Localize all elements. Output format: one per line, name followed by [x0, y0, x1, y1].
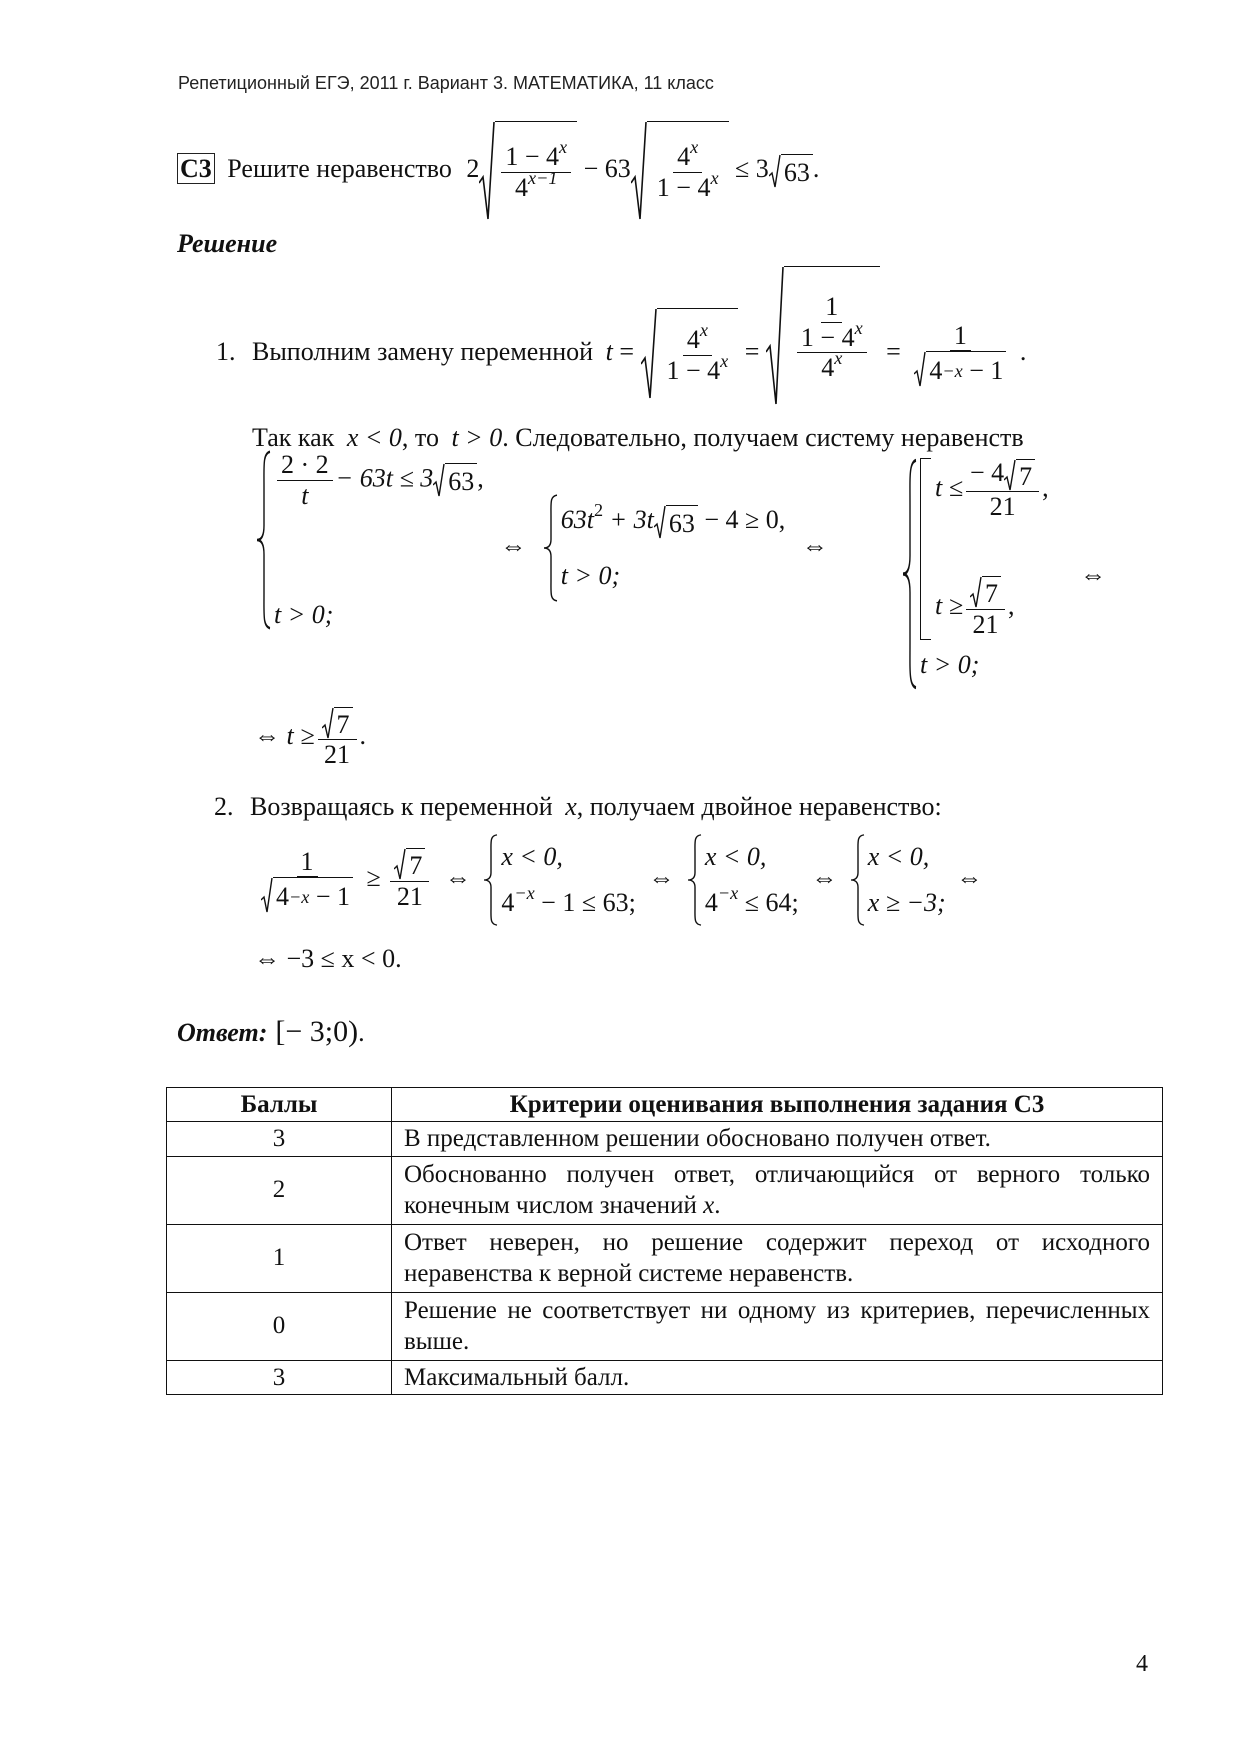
task-statement: [177, 121, 819, 221]
result-2: ⇔ −3 ≤ x < 0.: [254, 944, 402, 973]
system-2: $63t^2 + 3t$ 63 − 4 ≥ 0, t > 0;: [543, 494, 786, 602]
criteria-table: [166, 1087, 1163, 1395]
table-row: 3 Максимальный балл.: [167, 1360, 1163, 1394]
step-2: 2. Возвращаясь к переменной x, получаем двойное неравенство:: [214, 792, 942, 821]
table-row: 2 Обоснованно получен ответ, отличающийся от верного только конечным числом значений x.: [167, 1156, 1163, 1224]
result-1: ⇔ t ≥ $\frac{7}{21}$ .: [254, 706, 366, 770]
radical: [479, 121, 577, 221]
answer-label: Ответ:: [177, 1018, 268, 1047]
page-number: 4: [1136, 1651, 1148, 1677]
page-header: Репетиционный ЕГЭ, 2011 г. Вариант 3. МАТЕМАТИКА, 11 класс: [178, 73, 714, 93]
answer: Ответ: [− 3;0).: [177, 1015, 365, 1048]
rhs-coef: ≤ 3: [735, 153, 769, 183]
table-row: 1 Ответ неверен, но решение содержит переход от исходного неравенства к верной системе неравенств.: [167, 1224, 1163, 1292]
step-1: 1. Выполним замену переменной t = $\frac{4^x}{1 - 4^x}$ = $\frac{1}{\frac{1 - 4^x}{4^x}}$ = 1 4 −x − 1 .: [216, 266, 1026, 406]
answer-value: [− 3;0): [275, 1015, 359, 1048]
col-criteria-header: Критерии оценивания выполнения задания С3: [392, 1088, 1163, 1122]
condition-line: Так как x < 0, то t > 0. Следовательно, получаем систему неравенств: [252, 423, 1024, 452]
table-header: [167, 1088, 1163, 1122]
coef-2: 2: [466, 153, 480, 183]
radical: [631, 121, 729, 221]
step-text: Выполним замену переменной: [252, 337, 594, 366]
iff-symbol: ⇔: [1080, 560, 1106, 589]
radical: [641, 308, 739, 400]
fraction: $\frac{1 - 4^x}{4^{x-1}}$: [501, 142, 571, 203]
system-chain: $\frac{2 \cdot 2}{t}$ − 63t ≤ 3 63 , t > 0; ⇔ $63t^2 + 3t$ 63 − 4 ≥ 0, t > 0; ⇔: [256, 466, 838, 630]
task-inequality: 2 $\frac{1 - 4^x}{4^{x-1}}$ − 63 $\frac{4^x}{1 - 4^x}$ ≤ 3 63 .: [466, 154, 819, 183]
fraction: $\frac{4^x}{1 - 4^x}$: [656, 137, 719, 202]
fraction: $\frac{1 - 4^x}{4^x}$: [797, 323, 867, 384]
coef-63: − 63: [583, 153, 631, 183]
radical: [766, 266, 880, 406]
fraction: $\frac{1}{\frac{1 - 4^x}{4^x}}$: [790, 292, 874, 384]
fraction: 1 4 −x − 1: [910, 321, 1010, 388]
task-label: С3: [177, 153, 215, 184]
system-3: t ≤ − 4 7 21 , t ≥ $\frac{7}{21}$ , t > 0;: [902, 458, 1049, 690]
table-row: 3 В представленном решении обосновано получен ответ.: [167, 1122, 1163, 1156]
col-points-header: Баллы: [167, 1088, 392, 1122]
solution-title: Решение: [177, 229, 278, 258]
system-1: $\frac{2 \cdot 2}{t}$ − 63t ≤ 3 63 , t > 0;: [256, 450, 484, 630]
step-number: 2.: [214, 792, 234, 821]
radical: 63: [769, 154, 813, 188]
step-number: 1.: [216, 337, 236, 366]
task-prompt: Решите неравенство: [227, 153, 452, 183]
fraction: $\frac{4^x}{1 - 4^x}$: [666, 320, 729, 386]
double-inequality: 1 4 −x − 1 ≥ $\frac{7}{21}$ ⇔ x < 0, $4^{-x} - 1 \le 63$; ⇔ x < 0, $4^{-x} \le 64$; ⇔ x < 0, x ≥ −3; ⇔: [254, 834, 982, 926]
table-row: 0 Решение не соответствует ни одному из критериев, перечисленных выше.: [167, 1292, 1163, 1360]
